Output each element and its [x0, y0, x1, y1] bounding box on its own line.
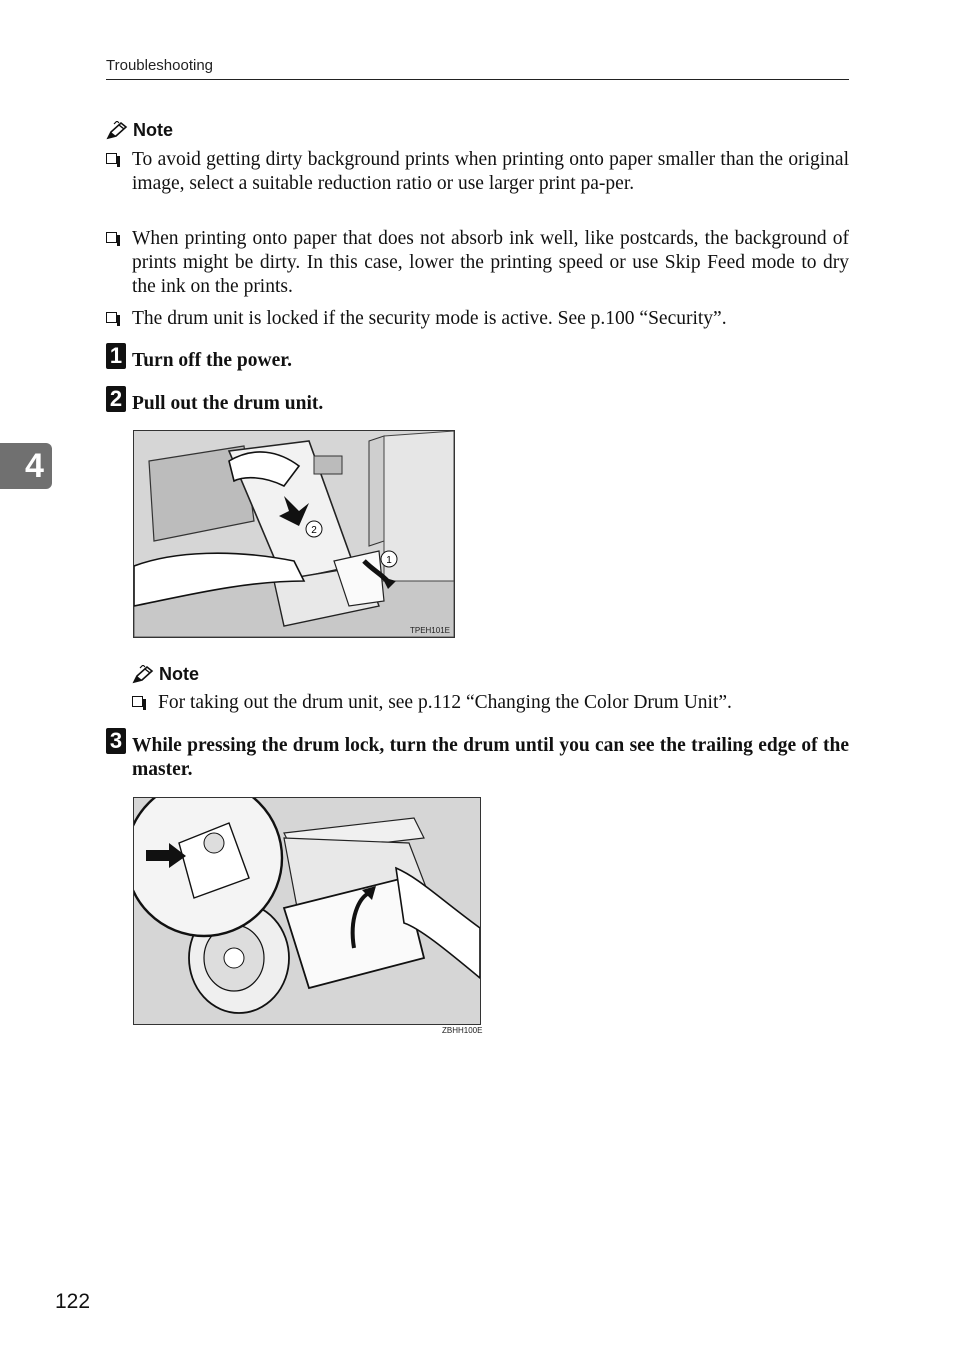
note-heading — [106, 120, 173, 141]
checkbox-bullet-icon — [132, 696, 143, 707]
step-text: Pull out the drum unit. — [132, 393, 324, 414]
note-item — [132, 307, 849, 331]
pull-drum-unit-drawing — [134, 431, 454, 637]
note-label: Note — [159, 664, 199, 684]
step-text: While pressing the drum lock, turn the drum until you can see the trailing edge of the master. — [132, 735, 849, 780]
checkbox-bullet-icon — [106, 232, 117, 243]
pencil-icon — [132, 665, 154, 685]
drum-rotate-illustration — [133, 797, 481, 1025]
header-rule — [106, 79, 849, 80]
figure-code: TPEH101E — [409, 626, 450, 635]
drum-unit-illustration — [133, 430, 455, 638]
note-item — [132, 148, 849, 196]
note-item-text: The drum unit is locked if the security mode is active. See p.100 “Security”. — [132, 308, 727, 329]
rotate-drum-drawing — [134, 798, 480, 1024]
note-item — [158, 691, 849, 715]
chapter-tab — [0, 443, 52, 489]
pencil-icon — [106, 121, 128, 141]
step-text: Turn off the power. — [132, 350, 292, 371]
note-heading — [132, 664, 199, 685]
page-number: 122 — [55, 1290, 91, 1313]
step-marker: 1 — [106, 343, 126, 369]
figure-code: ZBHH100E — [442, 1026, 483, 1035]
callout-1: 1 — [386, 555, 392, 566]
callout-2: 2 — [311, 525, 317, 536]
note-item — [132, 227, 849, 299]
checkbox-bullet-icon — [106, 153, 117, 164]
note-label: Note — [133, 120, 173, 140]
checkbox-bullet-icon — [106, 312, 117, 323]
note-item-text: To avoid getting dirty background prints when printing onto paper smaller than the original image, select a suitable reduction ratio or use larger print pa-per. — [132, 149, 849, 194]
note-item-text: For taking out the drum unit, see p.112 “Changing the Color Drum Unit”. — [158, 692, 732, 713]
note-item-text: When printing onto paper that does not absorb ink well, like postcards, the background of prints might be dirty. In this case, lower the printing speed or use Skip Feed mode to dry the ink on the prints. — [132, 228, 849, 297]
step-marker: 3 — [106, 728, 126, 754]
step-marker: 2 — [106, 386, 126, 412]
running-header: Troubleshooting — [106, 57, 214, 74]
chapter-number: 4 — [25, 447, 44, 485]
